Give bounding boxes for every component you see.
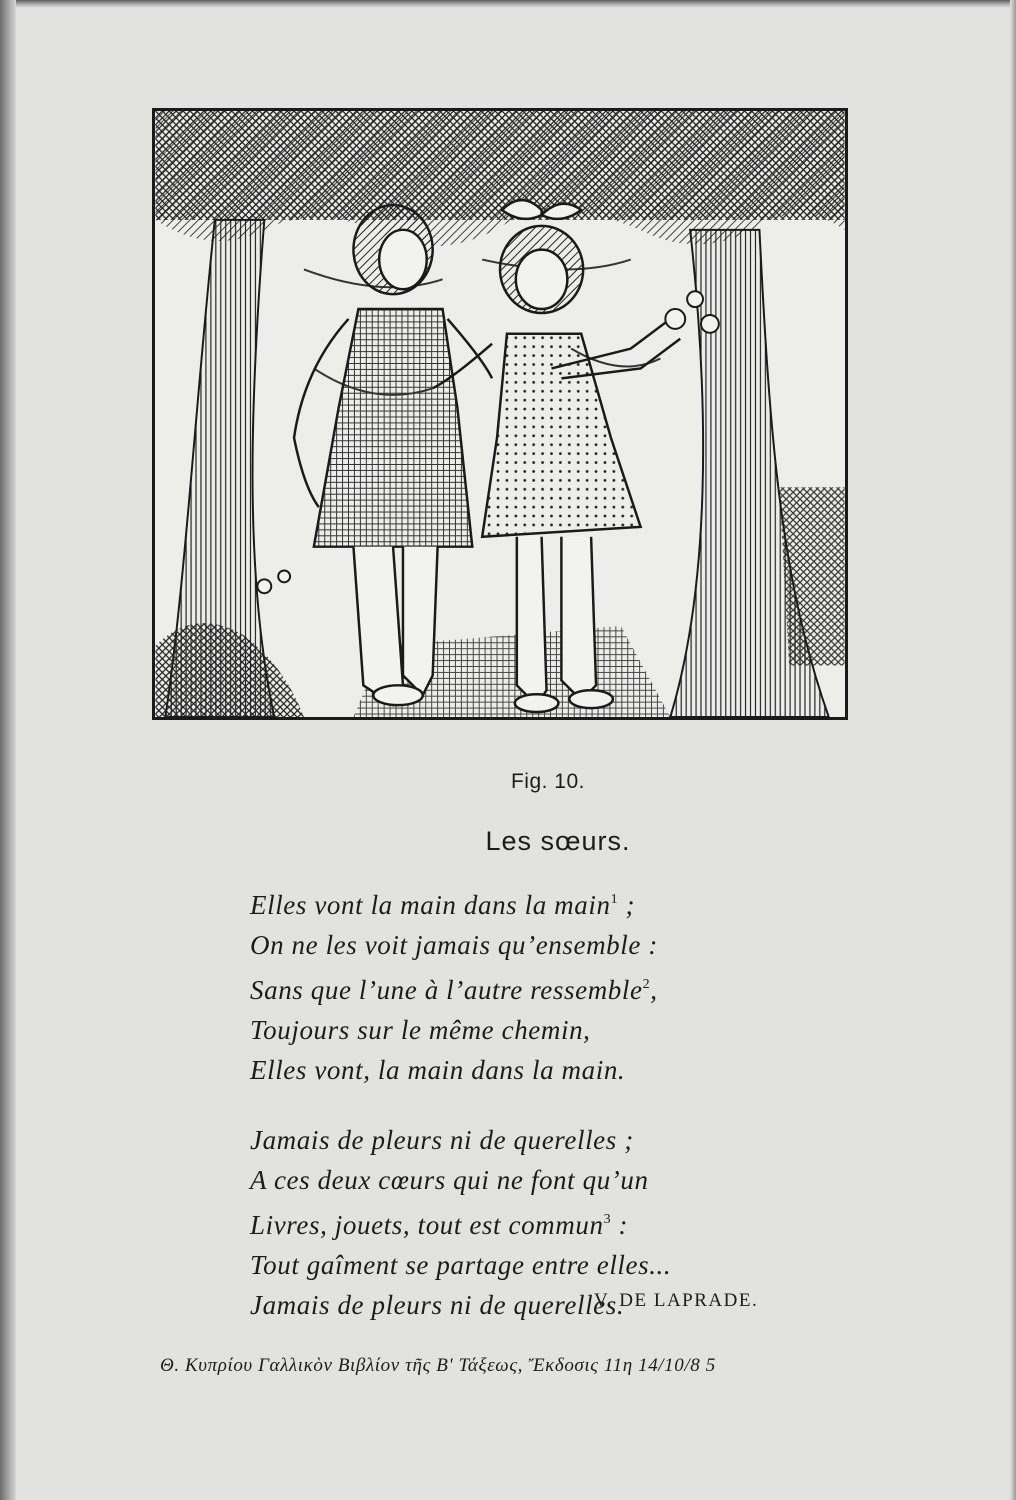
poem-line-text: Jamais de pleurs ni de querelles. — [250, 1290, 625, 1320]
poem-line — [250, 1245, 850, 1285]
footnote-marker: 2 — [642, 977, 651, 992]
poem-line-text: Tout gaîment se partage entre elles... — [250, 1250, 672, 1280]
page-footer: Θ. Κυπρίου Γαλλικὸν Βιβλίον τῆς Β' Τάξεως, Ἔκδοσις 11η 14/10/8 5 — [160, 1355, 716, 1376]
poem-line-text: Jamais de pleurs ni de querelles ; — [250, 1125, 634, 1155]
poem-line — [250, 880, 850, 925]
poem-line — [250, 925, 850, 965]
poem-body — [250, 880, 850, 1355]
poem-line — [250, 1285, 850, 1325]
footnote-marker: 3 — [603, 1212, 612, 1227]
poem-stanza — [250, 880, 850, 1090]
older-sister — [294, 205, 492, 705]
poem-line-text: Livres, jouets, tout est commun — [250, 1210, 604, 1240]
poem-line — [250, 1160, 850, 1200]
poem-line-punctuation: , — [650, 975, 658, 1005]
page-edge-top — [0, 0, 1016, 8]
poem-line — [250, 1200, 850, 1245]
figure-illustration — [152, 108, 848, 720]
page-edge-left — [0, 0, 16, 1500]
sisters-engraving — [155, 111, 845, 717]
page-edge-right — [1010, 0, 1016, 1500]
poem-line-text: Elles vont, la main dans la main. — [250, 1055, 626, 1085]
poem-line-text: Elles vont la main dans la main — [250, 890, 611, 920]
footnote-marker: 1 — [610, 892, 619, 907]
poem-line-text: Sans que l’une à l’autre ressemble — [250, 975, 643, 1005]
poem-stanza — [250, 1120, 850, 1325]
poem-line — [250, 1050, 850, 1090]
poem-line-text: A ces deux cœurs qui ne font qu’un — [250, 1165, 649, 1195]
poem-title: Les sœurs. — [485, 826, 631, 856]
poem-line — [250, 965, 850, 1010]
poem-line — [250, 1120, 850, 1160]
poem-line-punctuation: ; — [618, 890, 636, 920]
poem-author: V. DE LAPRADE. — [594, 1290, 759, 1311]
poem-line-punctuation: : — [611, 1210, 629, 1240]
poem-line-text: Toujours sur le même chemin, — [250, 1015, 591, 1045]
poem-line-text: On ne les voit jamais qu’ensemble : — [250, 930, 658, 960]
figure-caption: Fig. 10. — [510, 770, 586, 793]
poem-line — [250, 1010, 850, 1050]
